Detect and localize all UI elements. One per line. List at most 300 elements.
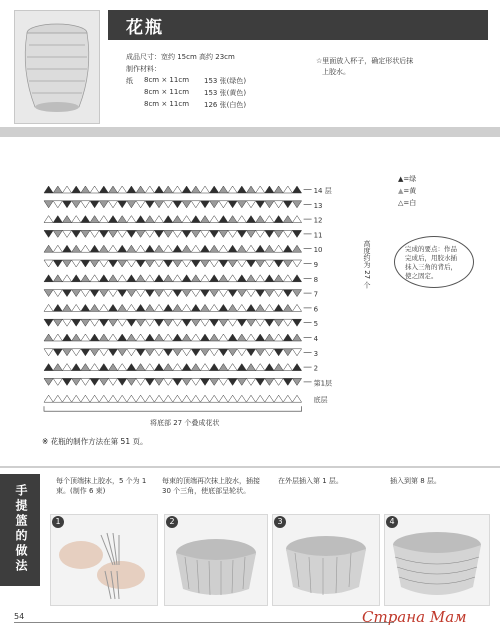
- triangle-piece: [154, 334, 163, 341]
- triangle-piece: [219, 304, 228, 311]
- title-bar: [108, 10, 488, 40]
- triangle-piece: [200, 230, 209, 237]
- triangle-piece: [164, 186, 173, 193]
- step-number: 2: [166, 516, 178, 528]
- triangle-piece: [173, 245, 182, 252]
- triangle-piece: [200, 349, 209, 356]
- triangle-piece: [219, 186, 228, 193]
- triangle-piece: [127, 304, 136, 311]
- step-1-photo: [50, 514, 158, 606]
- triangle-piece: [118, 201, 127, 208]
- triangle-piece: [283, 378, 292, 385]
- triangle-piece: [228, 260, 237, 267]
- triangle-piece: [53, 275, 62, 282]
- triangle-piece: [246, 349, 255, 356]
- triangle-piece: [108, 260, 117, 267]
- triangle-piece: [108, 378, 117, 385]
- triangle-piece: [62, 319, 71, 326]
- triangle-piece: [265, 334, 274, 341]
- triangle-piece: [228, 364, 237, 371]
- triangle-piece: [219, 319, 228, 326]
- triangle-piece: [274, 364, 283, 371]
- triangle-piece: [191, 216, 200, 223]
- triangle-piece: [118, 304, 127, 311]
- triangle-piece: [182, 395, 191, 402]
- triangle-piece: [81, 395, 90, 402]
- triangle-piece: [283, 334, 292, 341]
- triangle-piece: [191, 349, 200, 356]
- triangle-piece: [118, 186, 127, 193]
- triangle-piece: [108, 230, 117, 237]
- triangle-piece: [99, 304, 108, 311]
- triangle-piece: [182, 378, 191, 385]
- triangle-piece: [145, 216, 154, 223]
- triangle-piece: [274, 349, 283, 356]
- triangle-piece: [164, 201, 173, 208]
- step-number: 1: [52, 516, 64, 528]
- triangle-piece: [292, 395, 301, 402]
- triangle-piece: [44, 304, 53, 311]
- triangle-piece: [173, 319, 182, 326]
- triangle-piece: [154, 230, 163, 237]
- triangle-piece: [99, 395, 108, 402]
- triangle-piece: [118, 260, 127, 267]
- triangle-piece: [256, 349, 265, 356]
- row-label: 2: [313, 364, 319, 373]
- triangle-piece: [81, 364, 90, 371]
- triangle-piece: [72, 230, 81, 237]
- triangle-piece: [283, 260, 292, 267]
- triangle-piece: [81, 201, 90, 208]
- triangle-piece: [90, 378, 99, 385]
- triangle-piece: [62, 216, 71, 223]
- triangle-piece: [283, 319, 292, 326]
- triangle-piece: [62, 230, 71, 237]
- triangle-piece: [182, 290, 191, 297]
- section-divider: [0, 127, 500, 137]
- triangle-piece: [265, 216, 274, 223]
- triangle-piece: [108, 216, 117, 223]
- triangle-piece: [210, 349, 219, 356]
- triangle-piece: [62, 186, 71, 193]
- triangle-piece: [237, 275, 246, 282]
- triangle-piece: [210, 245, 219, 252]
- triangle-piece: [237, 245, 246, 252]
- tip-line-2: 上胶水。: [322, 68, 350, 76]
- triangle-piece: [44, 260, 53, 267]
- triangle-piece: [228, 334, 237, 341]
- triangle-piece: [256, 260, 265, 267]
- triangle-piece: [118, 319, 127, 326]
- triangle-piece: [200, 201, 209, 208]
- triangle-piece: [145, 260, 154, 267]
- tip-bubble: 完成的要点：作品完成后，用胶水插抹入三角的背后，使之固定。: [394, 236, 474, 288]
- triangle-piece: [81, 349, 90, 356]
- triangle-piece: [292, 201, 301, 208]
- base-row-label: 底层: [313, 396, 328, 405]
- triangle-piece: [191, 378, 200, 385]
- triangle-piece: [237, 290, 246, 297]
- triangle-piece: [154, 364, 163, 371]
- ring-base-image: [165, 515, 267, 605]
- triangle-piece: [99, 186, 108, 193]
- step-4-text: 插入到第 8 层。: [390, 477, 441, 485]
- triangle-piece: [173, 216, 182, 223]
- triangle-piece: [173, 349, 182, 356]
- triangle-piece: [145, 364, 154, 371]
- triangle-piece: [256, 319, 265, 326]
- step-1-text: 每个顶端抹上胶水，5 个为 1 束。(制作 6 束): [56, 477, 147, 495]
- material-size: 8cm × 11cm: [144, 76, 190, 84]
- triangle-piece: [274, 275, 283, 282]
- triangle-piece: [265, 230, 274, 237]
- triangle-piece: [265, 275, 274, 282]
- row-label: 第1层: [313, 379, 333, 388]
- triangle-piece: [118, 245, 127, 252]
- triangle-piece: [182, 334, 191, 341]
- triangle-piece: [265, 245, 274, 252]
- triangle-piece: [72, 364, 81, 371]
- triangle-piece: [292, 319, 301, 326]
- row-label: 3: [313, 349, 319, 358]
- triangle-piece: [256, 245, 265, 252]
- triangle-piece: [154, 290, 163, 297]
- page-title: 花瓶: [126, 18, 164, 38]
- triangle-piece: [219, 334, 228, 341]
- triangle-piece: [62, 304, 71, 311]
- triangle-piece: [108, 395, 117, 402]
- triangle-piece: [191, 334, 200, 341]
- triangle-piece: [118, 334, 127, 341]
- triangle-piece: [292, 216, 301, 223]
- triangle-piece: [200, 334, 209, 341]
- triangle-piece: [164, 378, 173, 385]
- triangle-piece: [182, 216, 191, 223]
- triangle-piece: [53, 260, 62, 267]
- triangle-piece: [72, 319, 81, 326]
- step-3-photo: [272, 514, 380, 606]
- triangle-piece: [274, 260, 283, 267]
- triangle-piece: [246, 290, 255, 297]
- triangle-piece: [283, 364, 292, 371]
- legend-item-white: △=白: [398, 199, 417, 207]
- triangle-piece: [191, 290, 200, 297]
- triangle-piece: [90, 395, 99, 402]
- triangle-piece: [154, 395, 163, 402]
- triangle-piece: [191, 245, 200, 252]
- triangle-piece: [182, 201, 191, 208]
- triangle-piece: [62, 201, 71, 208]
- triangle-piece: [90, 201, 99, 208]
- triangle-icon: ▲: [398, 187, 404, 195]
- triangle-piece: [274, 304, 283, 311]
- triangle-piece: [228, 290, 237, 297]
- triangle-piece: [292, 260, 301, 267]
- triangle-piece: [292, 304, 301, 311]
- triangle-piece: [265, 378, 274, 385]
- triangle-piece: [62, 290, 71, 297]
- paper-label: 纸: [126, 77, 133, 85]
- triangle-piece: [53, 319, 62, 326]
- triangle-piece: [274, 378, 283, 385]
- triangle-piece: [256, 395, 265, 402]
- triangle-piece: [62, 245, 71, 252]
- triangle-piece: [145, 201, 154, 208]
- triangle-diagram: [40, 180, 370, 416]
- section-divider: [0, 466, 500, 468]
- row-label: 10: [313, 246, 323, 255]
- triangle-piece: [90, 230, 99, 237]
- triangle-piece: [191, 319, 200, 326]
- triangle-piece: [44, 319, 53, 326]
- triangle-piece: [136, 275, 145, 282]
- triangle-piece: [164, 275, 173, 282]
- triangle-piece: [99, 290, 108, 297]
- triangle-piece: [191, 260, 200, 267]
- triangle-piece: [182, 275, 191, 282]
- triangle-piece: [237, 395, 246, 402]
- triangle-piece: [191, 201, 200, 208]
- triangle-piece: [219, 201, 228, 208]
- triangle-piece: [191, 275, 200, 282]
- triangle-piece: [53, 186, 62, 193]
- triangle-piece: [200, 378, 209, 385]
- triangle-piece: [72, 186, 81, 193]
- triangle-piece: [127, 349, 136, 356]
- triangle-piece: [127, 186, 136, 193]
- row-label: 14 层: [313, 187, 332, 195]
- triangle-piece: [246, 230, 255, 237]
- triangle-piece: [118, 364, 127, 371]
- triangle-piece: [99, 319, 108, 326]
- triangle-piece: [99, 230, 108, 237]
- eighth-layer-image: [385, 515, 489, 605]
- triangle-piece: [136, 290, 145, 297]
- triangle-piece: [256, 304, 265, 311]
- triangle-piece: [154, 378, 163, 385]
- folding-hands-image: [51, 515, 157, 605]
- triangle-piece: [173, 395, 182, 402]
- triangle-piece: [210, 290, 219, 297]
- triangle-piece: [145, 395, 154, 402]
- triangle-piece: [256, 364, 265, 371]
- triangle-piece: [200, 395, 209, 402]
- triangle-piece: [44, 378, 53, 385]
- triangle-piece: [127, 275, 136, 282]
- triangle-piece: [228, 378, 237, 385]
- triangle-piece: [200, 275, 209, 282]
- triangle-piece: [246, 275, 255, 282]
- triangle-piece: [53, 201, 62, 208]
- triangle-piece: [228, 216, 237, 223]
- triangle-piece: [182, 245, 191, 252]
- triangle-piece: [90, 275, 99, 282]
- step-number: 3: [274, 516, 286, 528]
- triangle-piece: [246, 395, 255, 402]
- triangle-piece: [219, 349, 228, 356]
- triangle-piece: [53, 216, 62, 223]
- height-label: 高度约为 27 个: [363, 240, 371, 289]
- triangle-piece: [228, 186, 237, 193]
- triangle-piece: [265, 319, 274, 326]
- triangle-piece: [136, 216, 145, 223]
- triangle-piece: [90, 304, 99, 311]
- first-layer-image: [273, 515, 379, 605]
- triangle-piece: [265, 201, 274, 208]
- triangle-piece: [274, 186, 283, 193]
- triangle-piece: [292, 275, 301, 282]
- triangle-piece: [173, 230, 182, 237]
- triangle-piece: [237, 319, 246, 326]
- row-label: 9: [313, 261, 319, 269]
- triangle-piece: [44, 216, 53, 223]
- triangle-piece: [136, 260, 145, 267]
- triangle-piece: [182, 260, 191, 267]
- triangle-piece: [182, 304, 191, 311]
- triangle-piece: [81, 275, 90, 282]
- triangle-piece: [173, 290, 182, 297]
- triangle-piece: [99, 334, 108, 341]
- triangle-piece: [154, 304, 163, 311]
- legend-item-green: ▲=绿: [398, 175, 417, 183]
- triangle-piece: [283, 304, 292, 311]
- triangle-piece: [173, 304, 182, 311]
- triangle-piece: [274, 216, 283, 223]
- triangle-piece: [62, 260, 71, 267]
- triangle-piece: [256, 334, 265, 341]
- triangle-piece: [154, 275, 163, 282]
- triangle-piece: [265, 395, 274, 402]
- triangle-piece: [228, 304, 237, 311]
- triangle-piece: [118, 395, 127, 402]
- triangle-piece: [90, 349, 99, 356]
- triangle-piece: [228, 349, 237, 356]
- triangle-piece: [90, 319, 99, 326]
- triangle-piece: [62, 364, 71, 371]
- triangle-piece: [256, 290, 265, 297]
- triangle-piece: [200, 260, 209, 267]
- triangle-piece: [44, 334, 53, 341]
- triangle-piece: [81, 290, 90, 297]
- triangle-piece: [99, 275, 108, 282]
- triangle-piece: [108, 304, 117, 311]
- triangle-piece: [283, 290, 292, 297]
- triangle-piece: [173, 364, 182, 371]
- triangle-piece: [292, 364, 301, 371]
- triangle-piece: [127, 319, 136, 326]
- triangle-piece: [118, 275, 127, 282]
- triangle-piece: [292, 349, 301, 356]
- triangle-piece: [90, 216, 99, 223]
- triangle-piece: [154, 319, 163, 326]
- triangle-piece: [274, 201, 283, 208]
- triangle-piece: [90, 186, 99, 193]
- step-3-text: 在外层插入第 1 层。: [278, 477, 343, 485]
- triangle-piece: [173, 275, 182, 282]
- triangle-piece: [283, 245, 292, 252]
- triangle-piece: [99, 364, 108, 371]
- triangle-piece: [200, 319, 209, 326]
- triangle-piece: [182, 186, 191, 193]
- triangle-piece: [136, 364, 145, 371]
- triangle-piece: [72, 304, 81, 311]
- triangle-piece: [173, 378, 182, 385]
- triangle-piece: [265, 304, 274, 311]
- triangle-piece: [44, 245, 53, 252]
- materials-label: 制作材料：: [126, 65, 161, 73]
- triangle-piece: [81, 319, 90, 326]
- triangle-piece: [164, 230, 173, 237]
- triangle-piece: [256, 230, 265, 237]
- triangle-piece: [90, 260, 99, 267]
- vase-thumbnail: [14, 10, 100, 124]
- triangle-piece: [154, 260, 163, 267]
- triangle-piece: [81, 216, 90, 223]
- triangle-piece: [108, 201, 117, 208]
- triangle-piece: [99, 216, 108, 223]
- triangle-piece: [164, 260, 173, 267]
- triangle-piece: [237, 304, 246, 311]
- triangle-piece: [90, 334, 99, 341]
- triangle-piece: [256, 275, 265, 282]
- triangle-piece: [246, 334, 255, 341]
- triangle-piece: [62, 395, 71, 402]
- triangle-piece: [99, 260, 108, 267]
- triangle-piece: [237, 201, 246, 208]
- triangle-piece: [145, 245, 154, 252]
- triangle-piece: [210, 275, 219, 282]
- triangle-piece: [210, 186, 219, 193]
- triangle-piece: [72, 334, 81, 341]
- triangle-piece: [219, 245, 228, 252]
- triangle-piece: [274, 319, 283, 326]
- triangle-piece: [108, 245, 117, 252]
- triangle-piece: [164, 245, 173, 252]
- triangle-piece: [154, 201, 163, 208]
- material-count: 153 张(黄色): [204, 89, 247, 97]
- triangle-piece: [145, 275, 154, 282]
- triangle-piece: [274, 334, 283, 341]
- triangle-piece: [283, 395, 292, 402]
- triangle-piece: [237, 349, 246, 356]
- triangle-piece: [81, 304, 90, 311]
- triangle-piece: [228, 275, 237, 282]
- base-bracket: [44, 406, 302, 411]
- triangle-piece: [62, 378, 71, 385]
- triangle-piece: [127, 216, 136, 223]
- triangle-piece: [99, 378, 108, 385]
- triangle-piece: [145, 304, 154, 311]
- triangle-piece: [191, 230, 200, 237]
- triangle-piece: [53, 378, 62, 385]
- triangle-piece: [246, 201, 255, 208]
- triangle-piece: [274, 245, 283, 252]
- triangle-piece: [145, 186, 154, 193]
- triangle-piece: [154, 186, 163, 193]
- triangle-piece: [136, 349, 145, 356]
- triangle-piece: [237, 216, 246, 223]
- triangle-piece: [191, 364, 200, 371]
- triangle-piece: [127, 334, 136, 341]
- triangle-piece: [292, 290, 301, 297]
- triangle-piece: [127, 245, 136, 252]
- material-size: 8cm × 11cm: [144, 100, 190, 108]
- triangle-piece: [182, 349, 191, 356]
- step-4-photo: [384, 514, 490, 606]
- triangle-piece: [72, 349, 81, 356]
- triangle-piece: [219, 260, 228, 267]
- triangle-piece: [256, 186, 265, 193]
